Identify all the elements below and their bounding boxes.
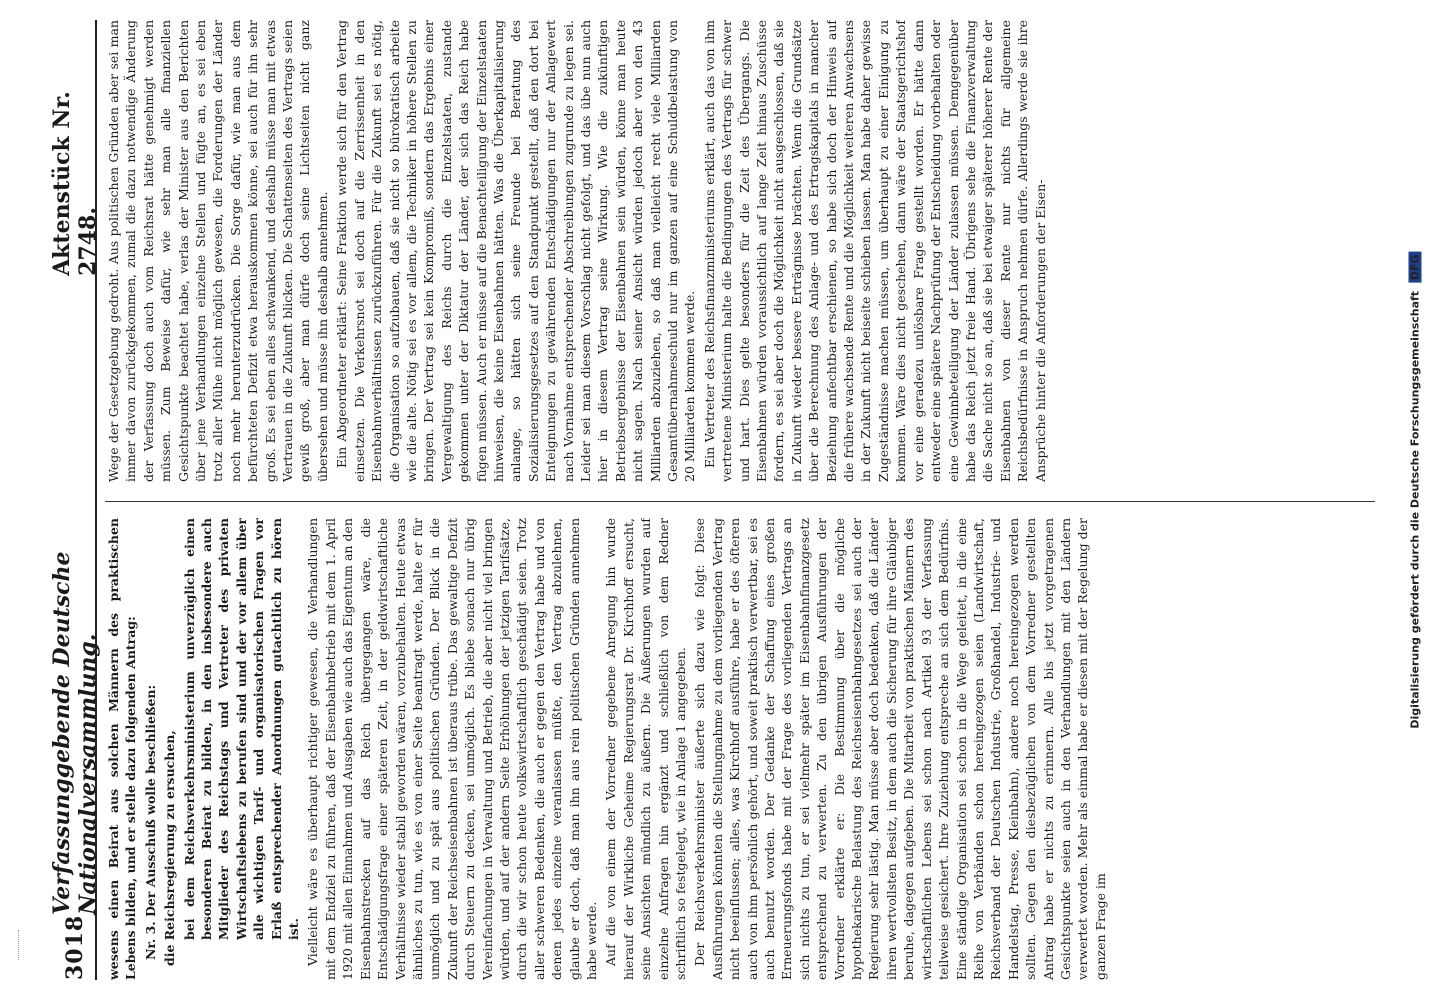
paragraph: Der Reichsverkehrsminister äußerte sich dazu wie folgt: Diese Ausführungen könnten die Stellungnahme zu dem vorliegenden Vertrag nicht beeinflussen; alles, was Kirchhoff ausführe, habe er des öfteren auch von ihm persönlich gehört, und soweit praktisch verwertbar, sei es auch benutzt worden. Der Gedanke der Schaffung eines großen Erneuerungsfonds habe mit der Frage des vorliegenden Vertrags an sich nichts zu tun, er sei vielmehr später im Eisenbahnfinanzgesetz entsprechend zu verwerten. Zu den übrigen Ausführungen der Vorredner erklärte er: Die Bestimmung über die mögliche hypothekarische Belastung des Reichseisenbahngesetzes sei auch der Regierung sehr lästig. Man müsse aber doch bedenken, daß die Länder ihren wertvollsten Besitz, in dem auch die Sicherung für ihre Gläubiger beruhe, dagegen aufgeben. Die Mitarbeit von praktischen Männern des wirtschaftlichen Lebens sei schon nach Artikel 93 der Verfassung teilweise gesichert. Ihre Zuziehung entspreche an sich dem Bedürfnis. Eine ständige Organisation sei schon in die Wege geleitet, in die eine Reihe von Verbänden schon hereingezogen seien (Landwirtschaft, Reichsverband der Deutschen Industrie, Großhandel, Industrie- und Handelstag, Presse, Kleinbahn), andere noch hereingezogen werden sollten. Gegen den diesbezüglichen von dem Vorredner gestellten Antrag habe er nichts zu erinnern. Alle bis jetzt vorgetragenen Gesichtspunkte seien auch in den Verhandlungen mit den Ländern verwertet worden. Mehr als einmal habe er diesen mit der Regelung der ganzen Frage im bbox=[692, 518, 1108, 980]
paragraph: Vielleicht wäre es überhaupt richtiger gewesen, die Verhandlungen mit dem Endziel zu führen, daß der Eisenbahnbetrieb mit dem 1. April 1920 mit allen Einnahmen und Ausgaben wie auch das Eigentum an den Eisenbahnstrecken auf das Reich übergegangen wäre, die Entschädigungsfrage einer späteren Zeit, in der geldwirtschaftliche Verhältnisse wieder stabil geworden wären, vorzubehalten. Heute etwas ähnliches zu tun, wie es von einer Seite beantragt werde, halte er für unmöglich und zu spät aus politischen Gründen. Der Blick in die Zukunft der Reichseisenbahnen ist überaus trübe. Das gewaltige Defizit durch Steuern zu decken, sei unmöglich. Es bliebe sonach nur übrig Vereinfachungen in Verwaltung und Betrieb, die aber nicht viel bringen würden, und auf der andern Seite Erhöhungen der jetzigen Tarifsätze, durch die wir schon heute volkswirtschaftlich geschädigt seien. Trotz aller schweren Bedenken, die auch er gegen den Vertrag habe und von denen jedes einzelne veranlassen müßte, den Vertrag abzulehnen, glaube er doch, daß man ihn aus rein politischen Gründen annehmen habe werde. bbox=[305, 518, 599, 980]
page-title: Verfassunggebende Deutsche Nationalversammlung. bbox=[49, 551, 101, 915]
paragraph: Ein Vertreter des Reichsfinanzministeriums erklärt, auch das von ihm vertretene Ministerium halte die Bedingungen des Vertrags für schwer und hart. Dies gelte besonders für die Zeit des Übergangs. Die Eisenbahnen würden voraussichtlich auf lange Zeit hinaus Zuschüsse fordern, es sei aber doch die Möglichkeit nicht ausgeschlossen, daß sie in Zukunft wieder bessere Erträgnisse brächten. Wenn die Grundsätze über die Berechnung des Anlage- und des Ertragskapitals in mancher Beziehung anfechtbar erschienen, so habe sich doch der Hinweis auf die frühere wachsende Rente und die Möglichkeit weiteren Anwachsens in der Zukunft nicht beiseite schieben lassen. Man habe daher gewisse Zugeständnisse machen müssen, um überhaupt zu einer Einigung zu kommen. Wäre dies nicht geschehen, dann wäre der Staatsgerichtshof vor eine geradezu unlösbare Frage gestellt worden. Er hätte dann entweder eine spätere Nachprüfung der Entscheidung vorbehalten oder eine Gewinnbeteiligung der Länder zulassen müssen. Demgegenüber habe das Reich jetzt freie Hand. Übrigens sehe die Finanzverwaltung die Sache nicht so an, daß sie bei etwaiger späterer höherer Rente der Eisenbahnen von dieser Rente nur nichts für allgemeine Reichsbedürfnisse in Anspruch nehmen dürfe. Allerdings werde sie ihre Ansprüche hinter die Anforderungen der Eisen- bbox=[701, 20, 1048, 482]
dfg-logo: DFG bbox=[1409, 251, 1422, 283]
left-column bbox=[105, 518, 1375, 980]
digitization-credit bbox=[1404, 30, 1426, 950]
motion-line: die Reichsregierung zu ersuchen, bbox=[162, 730, 178, 966]
credit-text: Digitalisierung gefördert durch die Deutsche Forschungsgemeinschaft bbox=[1408, 290, 1422, 729]
page-header bbox=[49, 20, 101, 980]
document-page bbox=[49, 20, 1385, 980]
paragraph: Auf die von einem der Vorredner gegebene Anregung hin wurde hierauf der Wirkliche Geheime Regierungsrat Dr. Kirchhoff ersucht, seine Ansichten mündlich zu äußern. Die Äußerungen wurden auf einzelne Anfragen hin ergänzt und schließlich von dem Redner schriftlich so festgelegt, wie in Anlage 1 angegeben. bbox=[603, 518, 688, 980]
paragraph: Ein Abgeordneter erklärt: Seine Fraktion werde sich für den Vertrag einsetzen. Die Verkehrsnot sei doch auf die Zerrissenheit in den Eisenbahnverhältnissen zurückzuführen. Für die Zukunft sei es nötig, die Organisation so aufzubauen, daß sie nicht so bürokratisch arbeite wie die alte. Nötig sei es vor allem, die Techniker in höhere Stellen zu bringen. Der Vertrag sei kein Kompromiß, sondern das Ergebnis einer Vergewaltigung des Reichs durch die Einzelstaaten, zustande gekommen unter der Diktatur der Länder, der sich das Reich habe fügen müssen. Auch er müsse auf die Benachteiligung der Einzelstaaten hinweisen, die keine Eisenbahnen hätten. Was die Überkapitalisierung anlange, so hätten sich seine Freunde bei Beratung des Sozialisierungsgesetzes auf den Standpunkt gestellt, daß den dort bei Enteignungen zu gewährenden Entschädigungen nur der Anlagewert nach Vornahme entsprechender Abschreibungen zugrunde zu legen sei. Leider sei man diesem Vorschlag nicht gefolgt, und das übe nun auch hier in diesem Vertrag seine Wirkung. Wie die zukünftigen Betriebsergebnisse der Eisenbahnen sein würden, könne man heute nicht sagen. Nach seiner Ansicht würden jedoch aber von den 43 Milliarden abzuziehen, so daß man vielleicht recht viele Milliarden Gesamtübernahmeschuld nur im ganzen auf eine Schuldbelastung von 20 Milliarden kommen werde. bbox=[334, 20, 698, 482]
right-column bbox=[105, 20, 1375, 482]
document-number: Aktenstück Nr. 2748. bbox=[49, 91, 101, 276]
scan-artifact bbox=[18, 930, 33, 960]
page-number: 3018 bbox=[62, 914, 88, 980]
column-divider bbox=[105, 501, 1375, 502]
paragraph: wesens einen Beirat aus solchen Männern des praktischen Lebens bilden, und er stelle dazu folgenden Antrag: bbox=[106, 518, 139, 980]
motion-body: bei dem Reichsverkehrsministerium unverzüglich einen besonderen Beirat zu bilden, in den insbesondere auch Mitglieder des Reichstags und Vertreter des privaten Wirtschaftslebens zu berufen sind und der vor allem über alle wichtigen Tarif- und organisatorischen Fragen vor Erlaß entsprechender Anordnungen gutachtlich zu hören ist. bbox=[181, 518, 302, 940]
paragraph: Wege der Gesetzgebung gedroht. Aus politischen Gründen aber sei man immer davon zurückgekommen, zumal die dazu notwendige Änderung der Verfassung doch auch vom Reichsrat hätte genehmigt werden müssen. Zum Beweise dafür, wie sehr man alle finanziellen Gesichtspunkte beachtet habe, verlas der Minister aus den Berichten über jene Verhandlungen einzelne Stellen und fügte an, es sei eben trotz aller Mühe nicht möglich gewesen, die Forderungen der Länder noch mehr herunterzudrücken. Die Sorge dafür, wie man aus dem befürchteten Defizit etwa herauskommen könne, sei auch für ihn sehr groß. Es sei eben alles schwankend, und deshalb müsse man mit etwas Vertrauen in die Zukunft blicken. Die Schattenseiten des Vertrags seien gewiß groß, aber man dürfe doch seine Lichtseiten nicht ganz übersehen und müsse ihn deshalb annehmen. bbox=[106, 20, 330, 482]
motion-heading: Nr. 3. Der Ausschuß wolle beschließen: bbox=[142, 684, 158, 960]
